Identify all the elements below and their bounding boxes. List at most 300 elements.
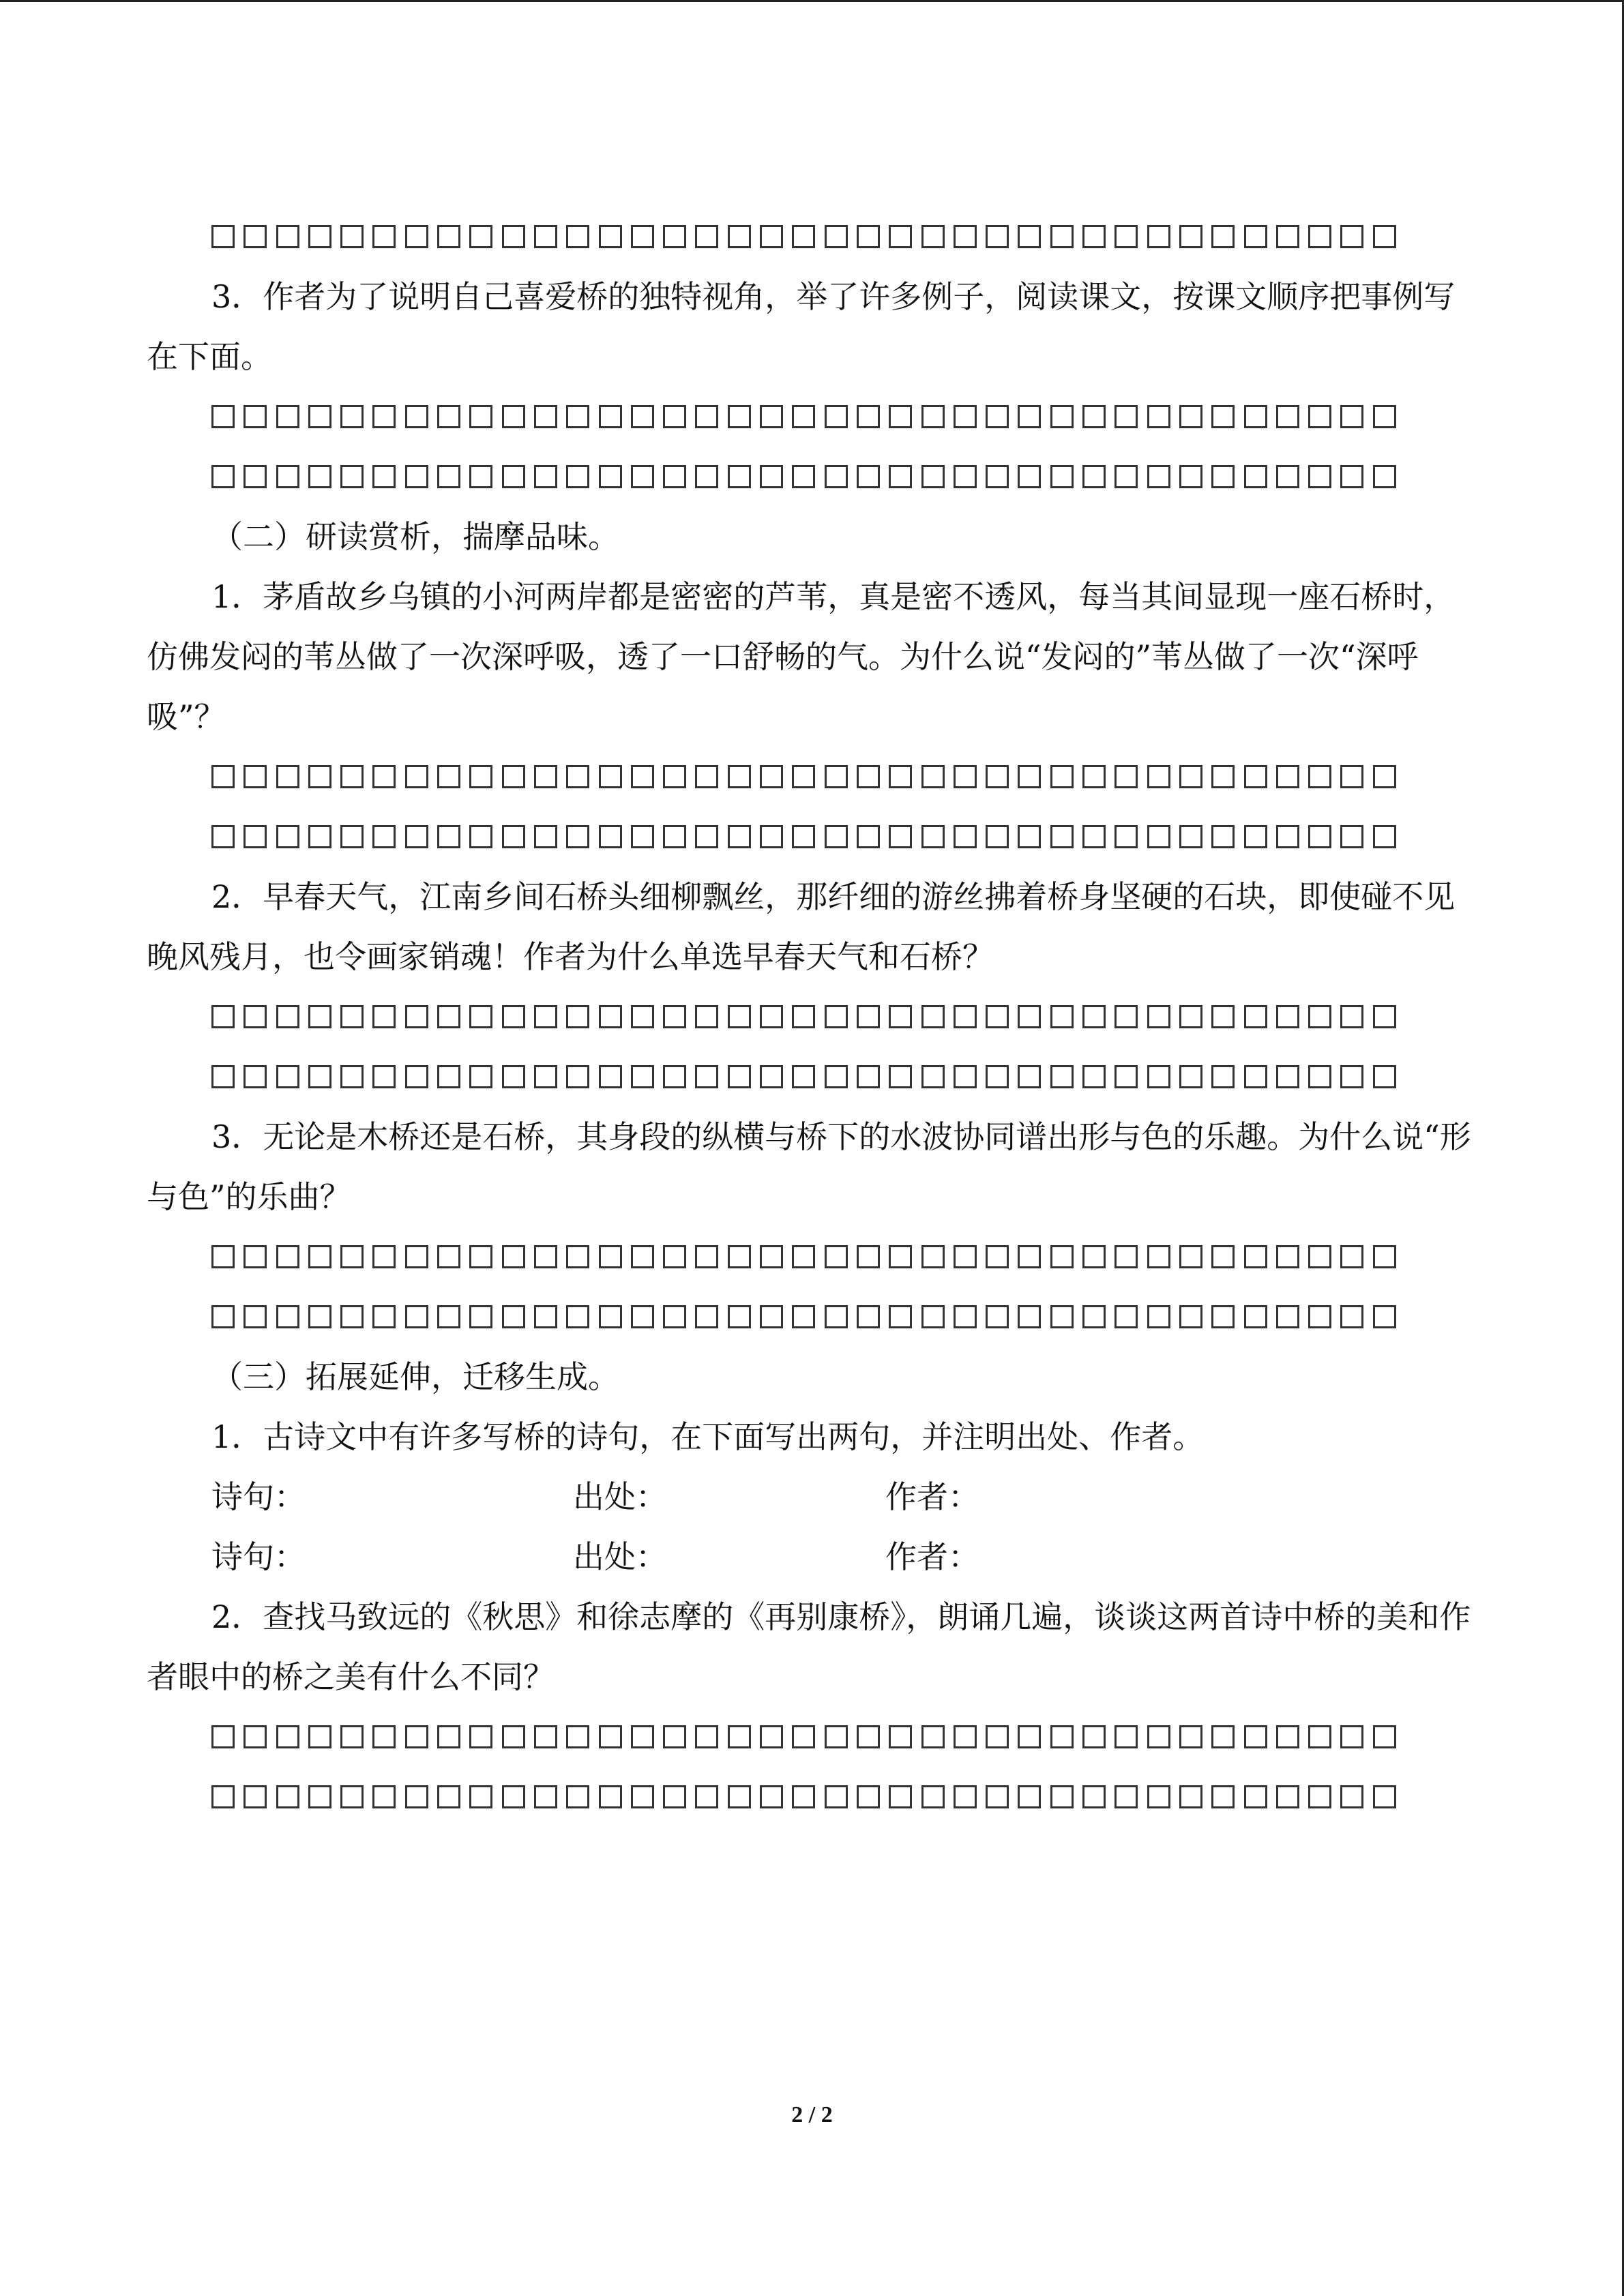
answer-box[interactable] bbox=[1114, 765, 1138, 788]
answer-box[interactable] bbox=[921, 1005, 945, 1028]
answer-box-row[interactable] bbox=[147, 987, 1480, 1047]
answer-box[interactable] bbox=[372, 1725, 396, 1748]
answer-box[interactable] bbox=[1276, 1245, 1299, 1268]
answer-box[interactable] bbox=[437, 1725, 460, 1748]
answer-box[interactable] bbox=[308, 405, 331, 428]
answer-box[interactable] bbox=[889, 1725, 912, 1748]
answer-box[interactable] bbox=[986, 1065, 1009, 1088]
answer-box[interactable] bbox=[1244, 1005, 1267, 1028]
answer-box-row[interactable] bbox=[147, 1227, 1480, 1287]
answer-box[interactable] bbox=[1340, 1785, 1363, 1808]
answer-box[interactable] bbox=[1244, 405, 1267, 428]
answer-box[interactable] bbox=[760, 1005, 783, 1028]
answer-box[interactable] bbox=[340, 1005, 364, 1028]
answer-box-row[interactable] bbox=[147, 207, 1480, 267]
answer-box[interactable] bbox=[308, 1245, 331, 1268]
answer-box[interactable] bbox=[1373, 465, 1396, 488]
answer-box[interactable] bbox=[921, 1245, 945, 1268]
answer-box[interactable] bbox=[599, 225, 622, 248]
answer-box[interactable] bbox=[1373, 825, 1396, 848]
answer-box[interactable] bbox=[889, 1785, 912, 1808]
answer-box[interactable] bbox=[502, 1725, 525, 1748]
answer-box[interactable] bbox=[1340, 1005, 1363, 1028]
answer-box[interactable] bbox=[1244, 1785, 1267, 1808]
answer-box[interactable] bbox=[857, 1005, 880, 1028]
answer-box[interactable] bbox=[243, 1245, 267, 1268]
answer-box[interactable] bbox=[599, 1245, 622, 1268]
answer-box[interactable] bbox=[372, 225, 396, 248]
answer-box[interactable] bbox=[437, 225, 460, 248]
answer-box[interactable] bbox=[469, 1005, 492, 1028]
answer-box[interactable] bbox=[599, 1305, 622, 1328]
answer-box[interactable] bbox=[954, 825, 977, 848]
answer-box[interactable] bbox=[792, 1065, 815, 1088]
answer-box[interactable] bbox=[954, 225, 977, 248]
answer-box[interactable] bbox=[986, 1785, 1009, 1808]
answer-box[interactable] bbox=[1211, 1785, 1235, 1808]
answer-box[interactable] bbox=[372, 1065, 396, 1088]
answer-box[interactable] bbox=[469, 225, 492, 248]
answer-box[interactable] bbox=[599, 1065, 622, 1088]
answer-box[interactable] bbox=[1373, 765, 1396, 788]
answer-box[interactable] bbox=[1211, 1305, 1235, 1328]
answer-box[interactable] bbox=[1147, 1005, 1170, 1028]
answer-box[interactable] bbox=[1179, 1065, 1202, 1088]
answer-box[interactable] bbox=[1114, 225, 1138, 248]
answer-box[interactable] bbox=[1082, 1245, 1106, 1268]
answer-box[interactable] bbox=[1244, 225, 1267, 248]
answer-box[interactable] bbox=[889, 765, 912, 788]
answer-box[interactable] bbox=[695, 1065, 718, 1088]
answer-box[interactable] bbox=[921, 765, 945, 788]
answer-box[interactable] bbox=[728, 1245, 751, 1268]
answer-box[interactable] bbox=[243, 465, 267, 488]
answer-box[interactable] bbox=[695, 465, 718, 488]
answer-box[interactable] bbox=[889, 1065, 912, 1088]
answer-box[interactable] bbox=[695, 765, 718, 788]
answer-box[interactable] bbox=[921, 825, 945, 848]
answer-box[interactable] bbox=[502, 765, 525, 788]
answer-box[interactable] bbox=[760, 225, 783, 248]
answer-box[interactable] bbox=[695, 1785, 718, 1808]
answer-box[interactable] bbox=[663, 765, 686, 788]
answer-box[interactable] bbox=[1018, 825, 1041, 848]
answer-box[interactable] bbox=[825, 825, 848, 848]
answer-box[interactable] bbox=[728, 225, 751, 248]
answer-box-row[interactable] bbox=[147, 1767, 1480, 1827]
answer-box[interactable] bbox=[1082, 765, 1106, 788]
answer-box[interactable] bbox=[695, 405, 718, 428]
answer-box[interactable] bbox=[372, 465, 396, 488]
answer-box[interactable] bbox=[728, 405, 751, 428]
answer-box[interactable] bbox=[1244, 825, 1267, 848]
answer-box[interactable] bbox=[1114, 1245, 1138, 1268]
answer-box[interactable] bbox=[1179, 465, 1202, 488]
answer-box[interactable] bbox=[695, 225, 718, 248]
answer-box[interactable] bbox=[792, 1785, 815, 1808]
answer-box[interactable] bbox=[1308, 1245, 1331, 1268]
answer-box[interactable] bbox=[1018, 465, 1041, 488]
answer-box[interactable] bbox=[1179, 1245, 1202, 1268]
answer-box[interactable] bbox=[631, 825, 654, 848]
answer-box[interactable] bbox=[372, 1245, 396, 1268]
answer-box[interactable] bbox=[728, 465, 751, 488]
answer-box[interactable] bbox=[437, 405, 460, 428]
answer-box[interactable] bbox=[889, 825, 912, 848]
answer-box[interactable] bbox=[1308, 1305, 1331, 1328]
answer-box[interactable] bbox=[276, 1725, 299, 1748]
answer-box[interactable] bbox=[857, 1245, 880, 1268]
answer-box[interactable] bbox=[986, 1725, 1009, 1748]
answer-box[interactable] bbox=[243, 225, 267, 248]
answer-box[interactable] bbox=[921, 1725, 945, 1748]
answer-box[interactable] bbox=[792, 1725, 815, 1748]
answer-box[interactable] bbox=[1276, 1065, 1299, 1088]
answer-box[interactable] bbox=[534, 825, 557, 848]
answer-box[interactable] bbox=[243, 1725, 267, 1748]
answer-box[interactable] bbox=[760, 1065, 783, 1088]
answer-box[interactable] bbox=[986, 225, 1009, 248]
answer-box[interactable] bbox=[1179, 1305, 1202, 1328]
answer-box[interactable] bbox=[728, 1725, 751, 1748]
answer-box[interactable] bbox=[502, 1245, 525, 1268]
answer-box[interactable] bbox=[1340, 1065, 1363, 1088]
answer-box[interactable] bbox=[599, 1785, 622, 1808]
answer-box[interactable] bbox=[211, 225, 235, 248]
answer-box[interactable] bbox=[405, 405, 428, 428]
answer-box[interactable] bbox=[631, 1005, 654, 1028]
answer-box[interactable] bbox=[857, 1725, 880, 1748]
answer-box[interactable] bbox=[728, 1065, 751, 1088]
answer-box[interactable] bbox=[631, 765, 654, 788]
answer-box[interactable] bbox=[243, 1305, 267, 1328]
answer-box[interactable] bbox=[728, 1785, 751, 1808]
answer-box[interactable] bbox=[599, 1005, 622, 1028]
answer-box[interactable] bbox=[243, 765, 267, 788]
answer-box[interactable] bbox=[437, 765, 460, 788]
answer-box[interactable] bbox=[1308, 1785, 1331, 1808]
answer-box[interactable] bbox=[437, 1065, 460, 1088]
answer-box[interactable] bbox=[1018, 1785, 1041, 1808]
answer-box-row[interactable] bbox=[147, 747, 1480, 807]
answer-box[interactable] bbox=[1082, 1785, 1106, 1808]
answer-box[interactable] bbox=[631, 1785, 654, 1808]
answer-box[interactable] bbox=[308, 465, 331, 488]
answer-box[interactable] bbox=[502, 1005, 525, 1028]
answer-box[interactable] bbox=[1308, 765, 1331, 788]
answer-box[interactable] bbox=[211, 1305, 235, 1328]
answer-box[interactable] bbox=[1211, 405, 1235, 428]
answer-box[interactable] bbox=[1179, 225, 1202, 248]
answer-box[interactable] bbox=[599, 765, 622, 788]
answer-box[interactable] bbox=[405, 1785, 428, 1808]
answer-box[interactable] bbox=[792, 225, 815, 248]
answer-box[interactable] bbox=[1082, 1305, 1106, 1328]
answer-box[interactable] bbox=[1373, 1305, 1396, 1328]
answer-box[interactable] bbox=[695, 1245, 718, 1268]
answer-box[interactable] bbox=[340, 225, 364, 248]
answer-box[interactable] bbox=[857, 1785, 880, 1808]
answer-box-row[interactable] bbox=[147, 387, 1480, 447]
answer-box[interactable] bbox=[1050, 1785, 1074, 1808]
answer-box[interactable] bbox=[566, 225, 589, 248]
answer-box[interactable] bbox=[534, 225, 557, 248]
answer-box[interactable] bbox=[1276, 1725, 1299, 1748]
answer-box[interactable] bbox=[728, 765, 751, 788]
answer-box[interactable] bbox=[1211, 1065, 1235, 1088]
answer-box[interactable] bbox=[825, 1065, 848, 1088]
answer-box[interactable] bbox=[372, 825, 396, 848]
answer-box[interactable] bbox=[663, 1065, 686, 1088]
answer-box[interactable] bbox=[1018, 1245, 1041, 1268]
answer-box[interactable] bbox=[825, 1785, 848, 1808]
answer-box-row[interactable] bbox=[147, 447, 1480, 507]
answer-box[interactable] bbox=[308, 1785, 331, 1808]
answer-box[interactable] bbox=[1276, 1785, 1299, 1808]
answer-box[interactable] bbox=[857, 1065, 880, 1088]
answer-box[interactable] bbox=[1147, 1245, 1170, 1268]
answer-box[interactable] bbox=[954, 1005, 977, 1028]
answer-box-row[interactable] bbox=[147, 1047, 1480, 1107]
answer-box[interactable] bbox=[857, 225, 880, 248]
answer-box[interactable] bbox=[437, 1245, 460, 1268]
answer-box[interactable] bbox=[663, 1725, 686, 1748]
answer-box[interactable] bbox=[663, 405, 686, 428]
answer-box[interactable] bbox=[825, 1005, 848, 1028]
answer-box[interactable] bbox=[1340, 465, 1363, 488]
answer-box[interactable] bbox=[825, 465, 848, 488]
answer-box[interactable] bbox=[1179, 1725, 1202, 1748]
answer-box[interactable] bbox=[276, 465, 299, 488]
answer-box[interactable] bbox=[372, 765, 396, 788]
answer-box[interactable] bbox=[1147, 405, 1170, 428]
answer-box[interactable] bbox=[986, 825, 1009, 848]
answer-box[interactable] bbox=[825, 1305, 848, 1328]
answer-box[interactable] bbox=[986, 765, 1009, 788]
answer-box[interactable] bbox=[502, 465, 525, 488]
answer-box[interactable] bbox=[1276, 825, 1299, 848]
answer-box[interactable] bbox=[1308, 465, 1331, 488]
answer-box[interactable] bbox=[1340, 1245, 1363, 1268]
answer-box[interactable] bbox=[1340, 825, 1363, 848]
answer-box[interactable] bbox=[469, 1725, 492, 1748]
answer-box[interactable] bbox=[1211, 225, 1235, 248]
answer-box[interactable] bbox=[405, 825, 428, 848]
answer-box[interactable] bbox=[566, 825, 589, 848]
answer-box[interactable] bbox=[243, 825, 267, 848]
answer-box[interactable] bbox=[954, 1785, 977, 1808]
answer-box[interactable] bbox=[1050, 1245, 1074, 1268]
answer-box[interactable] bbox=[1018, 1725, 1041, 1748]
answer-box[interactable] bbox=[663, 1005, 686, 1028]
answer-box[interactable] bbox=[1114, 1305, 1138, 1328]
answer-box[interactable] bbox=[1340, 1725, 1363, 1748]
answer-box[interactable] bbox=[437, 825, 460, 848]
answer-box[interactable] bbox=[1147, 465, 1170, 488]
answer-box[interactable] bbox=[308, 225, 331, 248]
answer-box[interactable] bbox=[1276, 465, 1299, 488]
answer-box[interactable] bbox=[1308, 225, 1331, 248]
answer-box[interactable] bbox=[599, 825, 622, 848]
answer-box[interactable] bbox=[437, 1005, 460, 1028]
answer-box[interactable] bbox=[921, 1785, 945, 1808]
answer-box[interactable] bbox=[405, 1245, 428, 1268]
answer-box[interactable] bbox=[1276, 225, 1299, 248]
answer-box[interactable] bbox=[760, 1245, 783, 1268]
answer-box[interactable] bbox=[211, 405, 235, 428]
answer-box[interactable] bbox=[792, 1005, 815, 1028]
answer-box[interactable] bbox=[308, 1065, 331, 1088]
answer-box[interactable] bbox=[1244, 765, 1267, 788]
answer-box[interactable] bbox=[1114, 825, 1138, 848]
answer-box[interactable] bbox=[211, 765, 235, 788]
answer-box-row[interactable] bbox=[147, 1707, 1480, 1767]
answer-box[interactable] bbox=[954, 1725, 977, 1748]
answer-box[interactable] bbox=[566, 1065, 589, 1088]
answer-box[interactable] bbox=[1082, 225, 1106, 248]
answer-box[interactable] bbox=[534, 1305, 557, 1328]
answer-box[interactable] bbox=[276, 1065, 299, 1088]
answer-box[interactable] bbox=[663, 825, 686, 848]
answer-box[interactable] bbox=[502, 825, 525, 848]
answer-box[interactable] bbox=[1308, 405, 1331, 428]
answer-box[interactable] bbox=[1082, 1065, 1106, 1088]
answer-box[interactable] bbox=[663, 225, 686, 248]
answer-box[interactable] bbox=[1373, 1725, 1396, 1748]
answer-box[interactable] bbox=[243, 1005, 267, 1028]
answer-box[interactable] bbox=[599, 405, 622, 428]
answer-box[interactable] bbox=[1147, 225, 1170, 248]
answer-box[interactable] bbox=[792, 405, 815, 428]
answer-box[interactable] bbox=[1211, 765, 1235, 788]
answer-box[interactable] bbox=[1114, 1065, 1138, 1088]
answer-box[interactable] bbox=[792, 765, 815, 788]
answer-box[interactable] bbox=[631, 1065, 654, 1088]
answer-box[interactable] bbox=[276, 825, 299, 848]
answer-box[interactable] bbox=[760, 1785, 783, 1808]
answer-box[interactable] bbox=[1373, 1065, 1396, 1088]
answer-box[interactable] bbox=[954, 765, 977, 788]
answer-box[interactable] bbox=[437, 465, 460, 488]
answer-box[interactable] bbox=[566, 765, 589, 788]
answer-box[interactable] bbox=[469, 405, 492, 428]
answer-box[interactable] bbox=[760, 765, 783, 788]
answer-box[interactable] bbox=[1114, 1005, 1138, 1028]
answer-box[interactable] bbox=[889, 405, 912, 428]
answer-box[interactable] bbox=[1147, 1065, 1170, 1088]
answer-box[interactable] bbox=[663, 1785, 686, 1808]
answer-box[interactable] bbox=[631, 1305, 654, 1328]
answer-box[interactable] bbox=[1050, 225, 1074, 248]
answer-box[interactable] bbox=[921, 1305, 945, 1328]
answer-box[interactable] bbox=[1050, 1065, 1074, 1088]
answer-box[interactable] bbox=[1179, 1005, 1202, 1028]
answer-box[interactable] bbox=[1082, 465, 1106, 488]
answer-box[interactable] bbox=[502, 1305, 525, 1328]
answer-box[interactable] bbox=[469, 1245, 492, 1268]
answer-box[interactable] bbox=[340, 1725, 364, 1748]
answer-box[interactable] bbox=[760, 825, 783, 848]
answer-box[interactable] bbox=[857, 1305, 880, 1328]
answer-box[interactable] bbox=[599, 1725, 622, 1748]
answer-box[interactable] bbox=[566, 1245, 589, 1268]
answer-box[interactable] bbox=[1147, 1725, 1170, 1748]
answer-box[interactable] bbox=[405, 465, 428, 488]
answer-box[interactable] bbox=[211, 1005, 235, 1028]
answer-box[interactable] bbox=[1050, 405, 1074, 428]
answer-box[interactable] bbox=[276, 1005, 299, 1028]
answer-box[interactable] bbox=[372, 1305, 396, 1328]
answer-box[interactable] bbox=[631, 1245, 654, 1268]
answer-box[interactable] bbox=[792, 465, 815, 488]
answer-box[interactable] bbox=[405, 1305, 428, 1328]
answer-box[interactable] bbox=[1373, 405, 1396, 428]
answer-box[interactable] bbox=[211, 1065, 235, 1088]
answer-box[interactable] bbox=[340, 465, 364, 488]
answer-box[interactable] bbox=[889, 225, 912, 248]
answer-box[interactable] bbox=[1050, 1305, 1074, 1328]
answer-box[interactable] bbox=[1244, 1725, 1267, 1748]
answer-box[interactable] bbox=[1373, 1005, 1396, 1028]
answer-box[interactable] bbox=[502, 1785, 525, 1808]
answer-box[interactable] bbox=[728, 1005, 751, 1028]
answer-box[interactable] bbox=[469, 825, 492, 848]
answer-box[interactable] bbox=[566, 1785, 589, 1808]
answer-box[interactable] bbox=[1114, 465, 1138, 488]
answer-box[interactable] bbox=[469, 765, 492, 788]
answer-box[interactable] bbox=[825, 1725, 848, 1748]
answer-box[interactable] bbox=[921, 225, 945, 248]
answer-box[interactable] bbox=[921, 405, 945, 428]
answer-box[interactable] bbox=[534, 765, 557, 788]
answer-box[interactable] bbox=[986, 1245, 1009, 1268]
answer-box[interactable] bbox=[1211, 1725, 1235, 1748]
answer-box[interactable] bbox=[1179, 405, 1202, 428]
answer-box[interactable] bbox=[340, 1065, 364, 1088]
answer-box[interactable] bbox=[1018, 225, 1041, 248]
answer-box[interactable] bbox=[921, 1065, 945, 1088]
answer-box[interactable] bbox=[534, 465, 557, 488]
answer-box[interactable] bbox=[1211, 1005, 1235, 1028]
answer-box[interactable] bbox=[534, 405, 557, 428]
answer-box[interactable] bbox=[1179, 765, 1202, 788]
answer-box[interactable] bbox=[469, 1785, 492, 1808]
answer-box[interactable] bbox=[1373, 1245, 1396, 1268]
answer-box[interactable] bbox=[1114, 405, 1138, 428]
answer-box[interactable] bbox=[695, 1305, 718, 1328]
answer-box[interactable] bbox=[1147, 765, 1170, 788]
answer-box[interactable] bbox=[308, 765, 331, 788]
answer-box[interactable] bbox=[954, 1065, 977, 1088]
answer-box[interactable] bbox=[1211, 1245, 1235, 1268]
answer-box[interactable] bbox=[1244, 465, 1267, 488]
answer-box[interactable] bbox=[1050, 825, 1074, 848]
answer-box[interactable] bbox=[663, 465, 686, 488]
answer-box[interactable] bbox=[243, 1785, 267, 1808]
answer-box[interactable] bbox=[1114, 1725, 1138, 1748]
answer-box[interactable] bbox=[889, 1005, 912, 1028]
answer-box[interactable] bbox=[1373, 1785, 1396, 1808]
answer-box[interactable] bbox=[502, 1065, 525, 1088]
answer-box[interactable] bbox=[1050, 1725, 1074, 1748]
answer-box[interactable] bbox=[308, 1305, 331, 1328]
answer-box[interactable] bbox=[631, 465, 654, 488]
answer-box[interactable] bbox=[566, 1005, 589, 1028]
answer-box[interactable] bbox=[1340, 225, 1363, 248]
answer-box[interactable] bbox=[663, 1305, 686, 1328]
answer-box[interactable] bbox=[566, 465, 589, 488]
answer-box[interactable] bbox=[1308, 1065, 1331, 1088]
